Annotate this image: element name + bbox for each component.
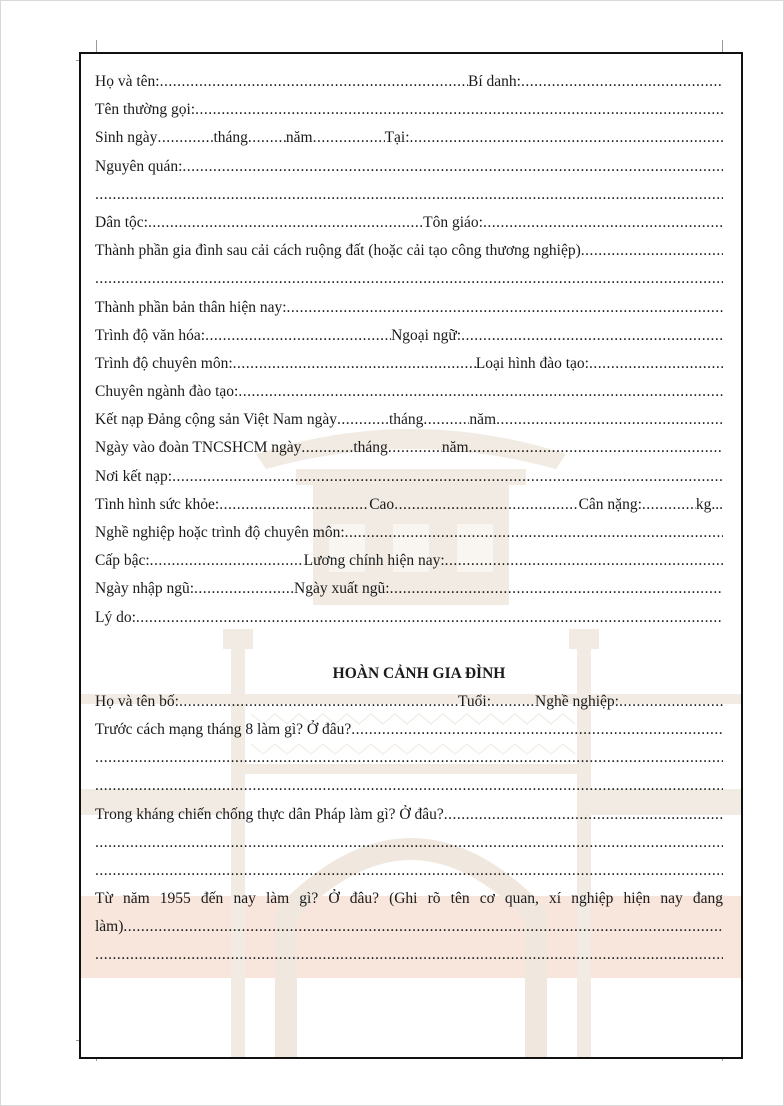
salary-label: Lương chính hiện nay: — [303, 552, 445, 570]
hometown-label: Nguyên quán: — [95, 157, 183, 175]
row-reason — [95, 604, 723, 632]
major-label: Chuyên ngành đào tạo: — [95, 383, 239, 401]
rank-label: Cấp bậc: — [95, 552, 150, 570]
birth-day-field[interactable] — [157, 124, 213, 152]
row-party — [95, 406, 723, 434]
row-youth-union — [95, 434, 723, 462]
since-1955-field[interactable] — [123, 913, 723, 941]
birth-place-label: Tại: — [384, 129, 410, 147]
enlist-field[interactable] — [194, 575, 294, 603]
enlist-label: Ngày nhập ngũ: — [95, 580, 195, 598]
french-war-field[interactable] — [444, 801, 723, 829]
youth-month-field[interactable] — [388, 434, 442, 462]
party-month-field[interactable] — [423, 406, 469, 434]
since-1955-label-cont: làm) — [95, 918, 124, 936]
youth-year-field[interactable] — [469, 434, 724, 462]
father-job-field[interactable] — [619, 688, 723, 716]
language-field[interactable] — [461, 322, 723, 350]
row-father — [95, 688, 723, 716]
family-section-heading: HOÀN CẢNH GIA ĐÌNH — [332, 664, 506, 682]
row-before-revolution-cont-2 — [95, 772, 723, 800]
discharge-label: Ngày xuất ngũ: — [294, 580, 390, 598]
alias-label: Bí danh: — [468, 73, 521, 90]
before-revolution-field-cont-1[interactable] — [95, 744, 723, 772]
alias-field[interactable] — [521, 68, 723, 96]
weight-unit: kg... — [695, 495, 723, 513]
training-type-field[interactable] — [589, 350, 723, 378]
row-name — [95, 68, 723, 96]
row-since-1955 — [95, 885, 723, 913]
occupation-field[interactable] — [345, 519, 723, 547]
row-since-1955-cont-2 — [95, 941, 723, 969]
father-name-label: Họ và tên bố: — [95, 692, 179, 710]
health-field[interactable] — [219, 491, 369, 519]
reason-field[interactable] — [136, 604, 723, 632]
row-hometown — [95, 153, 723, 181]
birth-month-label: tháng — [213, 129, 248, 147]
since-1955-field-cont[interactable] — [95, 941, 723, 969]
father-age-label: Tuổi: — [458, 692, 492, 710]
personal-class-label: Thành phần bản thân hiện nay: — [95, 298, 287, 316]
hometown-field[interactable] — [182, 153, 723, 181]
french-war-field-cont-1[interactable] — [95, 829, 723, 857]
discharge-field[interactable] — [390, 575, 723, 603]
occupation-label: Nghề nghiệp hoặc trình độ chuyên môn: — [95, 524, 345, 541]
hometown-field-cont[interactable] — [95, 181, 723, 209]
training-type-label: Loại hình đào tạo: — [475, 354, 589, 372]
youth-year-label: năm — [441, 439, 469, 457]
row-hometown-cont — [95, 181, 723, 209]
row-family-class — [95, 237, 723, 265]
party-year-field[interactable] — [496, 406, 723, 434]
row-before-revolution — [95, 716, 723, 744]
rank-field[interactable] — [150, 547, 304, 575]
ethnicity-label: Dân tộc: — [95, 213, 148, 231]
form-content — [95, 68, 723, 970]
major-field[interactable] — [238, 378, 723, 406]
row-rank — [95, 547, 723, 575]
religion-field[interactable] — [483, 209, 723, 237]
common-name-label: Tên thường gọi: — [95, 101, 196, 119]
health-label: Tình hình sức khỏe: — [95, 495, 220, 513]
row-family-class-cont — [95, 265, 723, 293]
birth-label: Sinh ngày — [95, 129, 158, 147]
weight-field[interactable] — [642, 491, 696, 519]
professional-field[interactable] — [233, 350, 476, 378]
youth-month-label: tháng — [353, 439, 388, 457]
youth-union-label: Ngày vào đoàn TNCSHCM ngày — [95, 439, 302, 457]
row-education — [95, 322, 723, 350]
admission-place-field[interactable] — [172, 463, 723, 491]
party-day-field[interactable] — [337, 406, 389, 434]
education-label: Trình độ văn hóa: — [95, 326, 206, 344]
family-class-label: Thành phần gia đình sau cải cách ruộng đất (hoặc cải tạo công thương nghiệp) — [95, 242, 581, 260]
education-field[interactable] — [205, 322, 391, 350]
family-class-field-cont[interactable] — [95, 265, 723, 293]
birth-year-label: năm — [285, 129, 313, 147]
party-year-label: năm — [469, 411, 497, 429]
admission-place-label: Nơi kết nạp: — [95, 467, 173, 485]
row-before-revolution-cont-1 — [95, 744, 723, 772]
religion-label: Tôn giáo: — [423, 213, 483, 231]
reason-label: Lý do: — [95, 608, 136, 626]
language-label: Ngoại ngữ: — [391, 326, 462, 344]
party-month-label: tháng — [388, 411, 424, 429]
section-gap — [95, 632, 723, 660]
row-admission-place — [95, 463, 723, 491]
father-job-label: Nghề nghiệp: — [535, 692, 619, 710]
french-war-label: Trong kháng chiến chống thực dân Pháp làm gì? Ở đâu? — [95, 805, 444, 823]
before-revolution-field[interactable] — [351, 716, 723, 744]
row-common-name — [95, 96, 723, 124]
row-health — [95, 491, 723, 519]
birth-place-field[interactable] — [410, 124, 723, 152]
row-occupation — [95, 519, 723, 547]
height-label: Cao — [369, 495, 395, 513]
row-since-1955-cont — [95, 913, 723, 941]
row-ethnicity — [95, 209, 723, 237]
professional-label: Trình độ chuyên môn: — [95, 354, 233, 372]
common-name-field[interactable] — [195, 96, 723, 124]
ethnicity-field[interactable] — [148, 209, 423, 237]
row-enlist — [95, 575, 723, 603]
salary-field[interactable] — [445, 547, 723, 575]
before-revolution-label: Trước cách mạng tháng 8 làm gì? Ở đâu? — [95, 720, 352, 738]
row-french-war — [95, 801, 723, 829]
since-1955-label: Từ năm 1955 đến nay làm gì? Ở đâu? (Ghi rõ tên cơ quan, xí nghiệp hiện nay đang — [95, 890, 723, 908]
row-birth — [95, 124, 723, 152]
weight-label: Cân nặng: — [578, 495, 642, 513]
row-major — [95, 378, 723, 406]
family-class-field[interactable] — [581, 237, 723, 265]
form-frame — [79, 52, 743, 1059]
before-revolution-field-cont-2[interactable] — [95, 772, 723, 800]
father-age-field[interactable] — [491, 688, 535, 716]
french-war-field-cont-2[interactable] — [95, 857, 723, 885]
row-french-war-cont-1 — [95, 829, 723, 857]
personal-class-field[interactable] — [287, 294, 723, 322]
birth-year-field[interactable] — [313, 124, 385, 152]
row-professional — [95, 350, 723, 378]
party-label: Kết nạp Đảng cộng sản Việt Nam ngày — [95, 411, 337, 429]
birth-month-field[interactable] — [248, 124, 286, 152]
row-french-war-cont-2 — [95, 857, 723, 885]
name-label: Họ và tên: — [95, 73, 160, 90]
row-personal-class — [95, 294, 723, 322]
height-field[interactable] — [394, 491, 578, 519]
father-name-field[interactable] — [179, 688, 458, 716]
youth-day-field[interactable] — [301, 434, 353, 462]
name-field[interactable] — [160, 68, 468, 96]
